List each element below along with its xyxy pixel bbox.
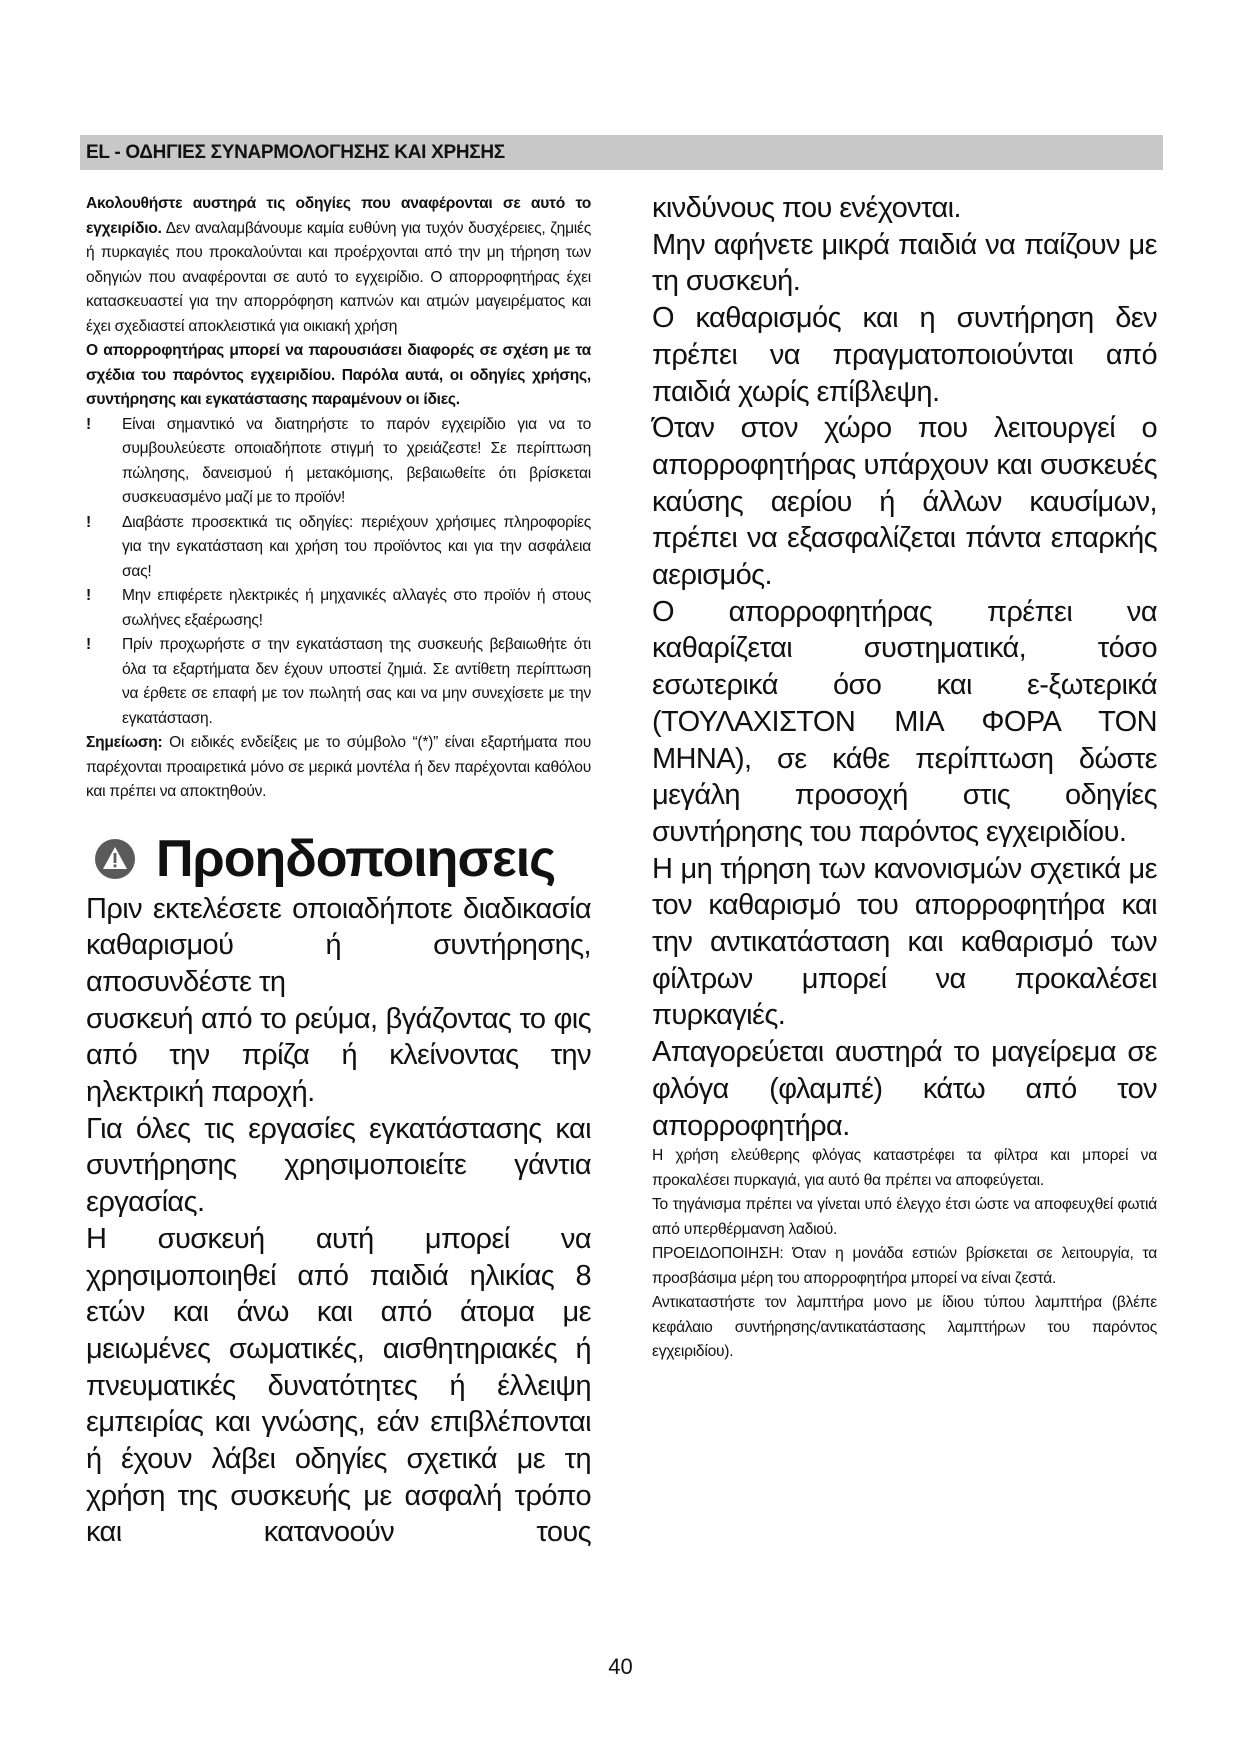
bullet-text: Είναι σημαντικό να διατηρήστε το παρόν εγχειρίδιο για να το συμβουλεύεστε οποιαδήποτε στιγμή το χρειάζεστε! Σε περίπτωση πώλησης, δανεισμού ή μετακόμισης, βεβαιωθείτε ότι βρίσκεται συσκευασμένο μαζί με το προϊόν! bbox=[122, 415, 591, 506]
header-title: EL - ΟΔΗΓΙΕΣ ΣΥΝΑΡΜΟΛΟΓΗΣΗΣ ΚΑΙ ΧΡΗΣΗΣ bbox=[86, 142, 505, 163]
bullet-text: Πρίν προχωρήστε σ την εγκατάσταση της συσκευής βεβαιωθήτε ότι όλα τα εξαρτήματα δεν έχουν υποστεί ζημιά. Σε αντίθετη περίπτωση να έρθετε σε επαφή με τον πωλητή σας και να μην συνεχίσετε με την εγκατάσταση. bbox=[122, 636, 591, 727]
intro-bold-paragraph: Ο απορροφητήρας μπορεί να παρουσιάσει διαφορές σε σχέση με τα σχέδια του παρόντος εγχειριδίου. Παρόλα αυτά, οι οδηγίες χρήσης, συντήρησης και εγκατάστασης παραμένουν οι ίδιες. bbox=[86, 342, 591, 408]
intro-paragraph bbox=[86, 192, 591, 339]
section-title: Προηδοποιησεις bbox=[156, 829, 556, 888]
note-paragraph bbox=[86, 731, 591, 805]
bullet-text: Διαβάστε προσεκτικά τις οδηγίες: περιέχουν χρήσιμες πληροφορίες για την εγκατάσταση και χρήση του προϊόντος και για την ασφάλεια σας! bbox=[122, 513, 591, 580]
detail-paragraph: Αντικαταστήστε τον λαμπτήρα μονο με ίδιου τύπου λαμπτήρα (βλέπε κεφάλαιο συντήρησης/αντικατάστασης λαμπτήρων του παρόντος εγχειριδίου). bbox=[652, 1294, 1157, 1361]
warning-paragraph: Απαγορεύεται αυστηρά το μαγείρεμα σε φλόγα (φλαμπέ) κάτω από τον απορροφητήρα. bbox=[652, 1036, 1157, 1142]
warning-paragraph: Όταν στον χώρο που λειτουργεί ο απορροφητήρας υπάρχουν και συσκευές καύσης αερίου ή άλλων καυσίμων, πρέπει να εξασφαλίζεται πάντα επαρκής αερισμός. bbox=[652, 412, 1157, 592]
exclamation-mark: ! bbox=[86, 513, 91, 531]
section-header bbox=[80, 135, 1163, 170]
detail-paragraph: ΠΡΟΕΙΔΟΠΟΙΗΣΗ: Όταν η μονάδα εστιών βρίσκεται σε λειτουργία, τα προσβάσιμα μέρη του απορροφητήρα μπορεί να είναι ζεστά. bbox=[652, 1245, 1157, 1287]
note-text: Οι ειδικές ενδείξεις με το σύμβολο “(*)” είναι εξαρτήματα που παρέχονται προαιρετικά μόνο σε μερικά μοντέλα ή δεν παρέχονται καθόλου και πρέπει να αποκτηθούν. bbox=[86, 734, 591, 800]
exclamation-mark: ! bbox=[86, 636, 91, 653]
detail-paragraph: Η χρήση ελεύθερης φλόγας καταστρέφει τα φίλτρα και μπορεί να προκαλέσει πυρκαγιά, για αυτό θα πρέπει να αποφεύγεται. bbox=[652, 1147, 1157, 1189]
warning-paragraph: Για όλες τις εργασίες εγκατάστασης και συντήρησης χρησιμοποιείτε γάντια εργασίας. bbox=[86, 1112, 591, 1219]
warning-paragraph: συσκευή από το ρεύμα, βγάζοντας το φις από την πρίζα ή κλείνοντας την ηλεκτρική παροχή. bbox=[86, 1002, 591, 1109]
detail-paragraph: Το τηγάνισμα πρέπει να γίνεται υπό έλεγχο έτσι ώστε να αποφευχθεί φωτιά από υπερθέρμανση λαδιού. bbox=[652, 1196, 1157, 1238]
warning-paragraph: Ο απορροφητήρας πρέπει να καθαρίζεται συστηματικά, τόσο εσωτερικά όσο και ε-ξωτερικά (ΤΟΥΛΑΧΙΣΤΟΝ ΜΙΑ ΦΟΡΑ ΤΟΝ ΜΗΝΑ), σε κάθε περίπτωση δώστε μεγάλη προσοχή στις οδηγίες συντήρησης του παρόντος εγχειριδίου. bbox=[652, 595, 1157, 848]
page-number: 40 bbox=[608, 1654, 633, 1679]
bullet-item bbox=[86, 633, 591, 731]
bullet-text: Μην επιφέρετε ηλεκτρικές ή μηχανικές αλλαγές στο προϊόν ή στους σωλήνες εξαέρωσης! bbox=[122, 587, 591, 629]
intro-bold: Ακολουθήστε αυστηρά τις οδηγίες που αναφέρονται σε αυτό το εγχειρίδιο. bbox=[86, 195, 591, 237]
left-column bbox=[86, 192, 591, 1551]
warning-paragraph: Πριν εκτελέσετε οποιαδήποτε διαδικασία καθαρισμού ή συντήρησης, αποσυνδέστε τη bbox=[86, 892, 591, 998]
note-label: Σημείωση: bbox=[86, 734, 163, 751]
warnings-heading bbox=[86, 827, 591, 891]
warning-paragraph: Η μη τήρηση των κανονισμών σχετικά με τον καθαρισμό του απορροφητήρα και την αντικατάσταση και καθαρισμό των φίλτρων μπορεί να προκαλέσει πυρκαγιές. bbox=[652, 852, 1157, 1032]
exclamation-mark: ! bbox=[86, 587, 91, 604]
exclamation-mark: ! bbox=[86, 415, 91, 433]
right-column bbox=[652, 190, 1157, 1365]
warning-paragraph: Μην αφήνετε μικρά παιδιά να παίζουν με τη συσκευή. bbox=[652, 228, 1157, 298]
bullet-item bbox=[86, 511, 591, 585]
bullet-item bbox=[86, 413, 591, 511]
warning-paragraph: Ο καθαρισμός και η συντήρηση δεν πρέπει να πραγματοποιούνται από παιδιά χωρίς επίβλεψη. bbox=[652, 302, 1157, 408]
warning-paragraph: κινδύνους που ενέχονται. bbox=[652, 192, 961, 224]
bullet-item bbox=[86, 584, 591, 633]
warning-paragraph: Η συσκευή αυτή μπορεί να χρησιμοποιηθεί από παιδιά ηλικίας 8 ετών και άνω και από άτομα με μειωμένες σωματικές, αισθητηριακές ή πνευματικές δυνατότητες ή έλλειψη εμπειρίας και γνώσης, εάν επιβλέπονται ή έχουν λάβει οδηγίες σχετικά με τη χρήση της συσκευής με ασφαλή τρόπο και κατανοούν τους bbox=[86, 1222, 591, 1549]
warning-icon bbox=[94, 838, 136, 880]
intro-rest: Δεν αναλαμβάνουμε καμία ευθύνη για τυχόν δυσχέρειες, ζημιές ή πυρκαγιές που προκαλούνται και προέρχονται από την μη τήρηση των οδηγιών που αναφέρονται σε αυτό το εγχειρίδιο. Ο απορροφητήρας έχει κατασκευαστεί για την απορρόφηση καπνών και ατμών μαγειρέματος και έχει σχεδιαστεί αποκλειστικά για οικιακή χρήση bbox=[86, 219, 591, 335]
